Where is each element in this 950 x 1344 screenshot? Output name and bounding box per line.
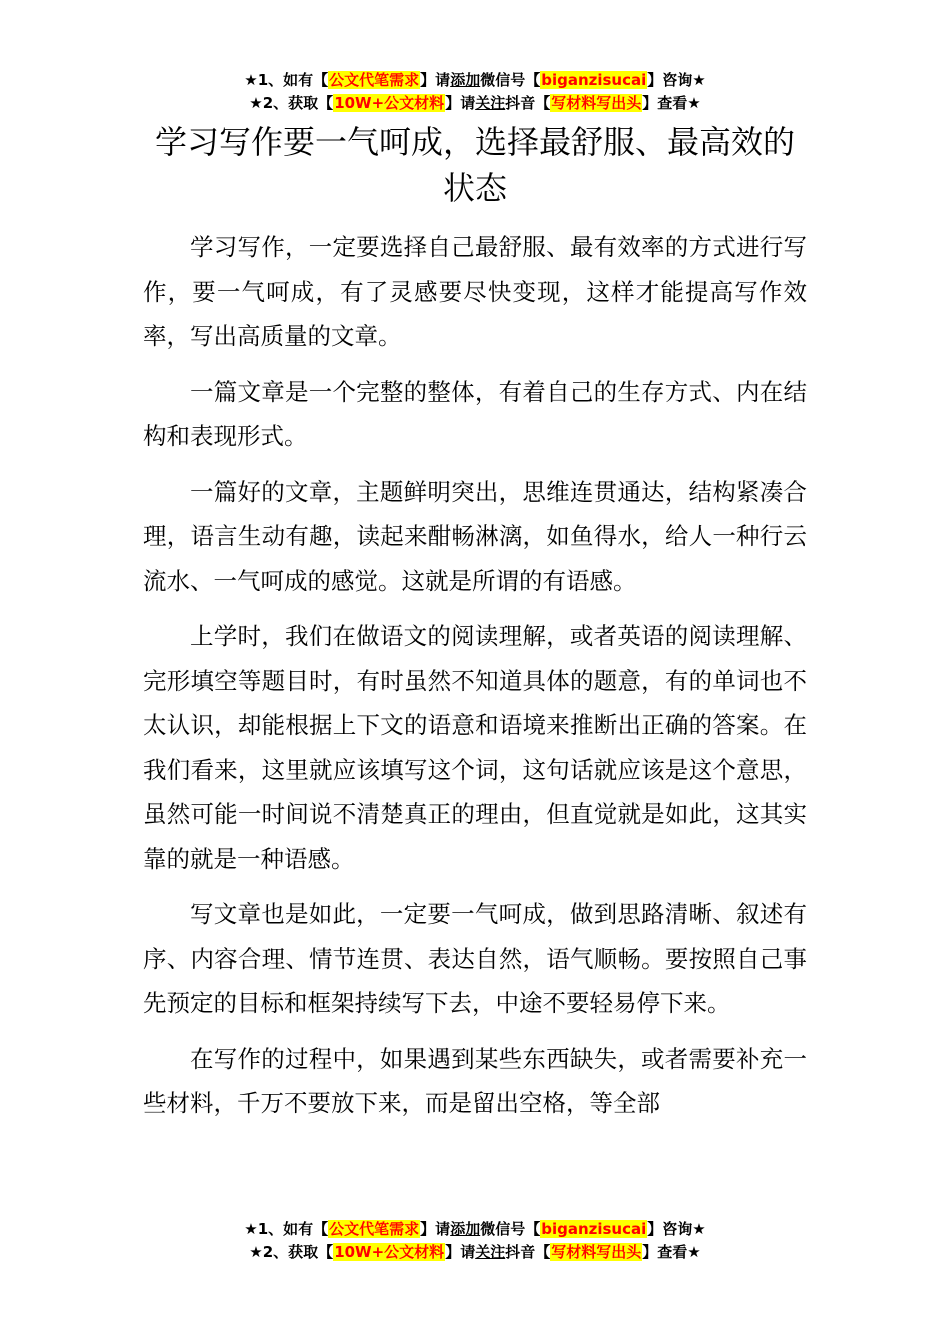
- promo-douyin-account: 写材料写出头: [551, 1243, 642, 1261]
- document-title: 学习写作要一气呵成，选择最舒服、最高效的状态: [154, 123, 795, 207]
- promo-text: 抖音【: [505, 94, 551, 112]
- promo-text: ★1、如有【: [244, 71, 329, 89]
- footer-promo-line-2: [0, 1241, 950, 1264]
- promo-highlight: 10W+公文材料: [334, 94, 445, 112]
- promo-text: 】查看★: [642, 1243, 701, 1261]
- promo-highlight: 公文代笔需求: [329, 1220, 420, 1238]
- promo-text: 】请: [445, 94, 476, 112]
- header-promo-line-1: [0, 69, 950, 92]
- paragraph: 在写作的过程中，如果遇到某些东西缺失，或者需要补充一些材料，千万不要放下来，而是留出空格，等全部: [143, 1044, 807, 1117]
- paragraph: 一篇好的文章，主题鲜明突出，思维连贯通达，结构紧凑合理，语言生动有趣，读起来酣畅淋漓，如鱼得水，给人一种行云流水、一气呵成的感觉。这就是所谓的有语感。: [143, 477, 807, 595]
- paragraph: 学习写作，一定要选择自己最舒服、最有效率的方式进行写作，要一气呵成，有了灵感要尽快变现，这样才能提高写作效率，写出高质量的文章。: [143, 233, 807, 350]
- promo-text: 】请: [445, 1243, 476, 1261]
- footer-promo-line-1: [0, 1218, 950, 1241]
- paragraph: 一篇文章是一个完整的整体，有着自己的生存方式、内在结构和表现形式。: [143, 377, 807, 450]
- promo-text: 微信号【: [480, 71, 541, 89]
- promo-highlight: 10W+公文材料: [334, 1243, 445, 1261]
- promo-text: 抖音【: [505, 1243, 551, 1261]
- promo-wechat-id: biganzisucai: [541, 1220, 647, 1238]
- paragraph: 上学时，我们在做语文的阅读理解，或者英语的阅读理解、完形填空等题目时，有时虽然不知道具体的题意，有的单词也不太认识，却能根据上下文的语意和语境来推断出正确的答案。在我们看来，这里就应该填写这个词，这句话就应该是这个意思，虽然可能一时间说不清楚真正的理由，但直觉就是如此，这其实靠的就是一种语感。: [143, 622, 807, 873]
- promo-text: 】查看★: [642, 94, 701, 112]
- promo-underlined-text: 关注: [475, 1243, 506, 1261]
- paragraph: 写文章也是如此，一定要一气呵成，做到思路清晰、叙述有序、内容合理、情节连贯、表达自然，语气顺畅。要按照自己事先预定的目标和框架持续写下去，中途不要轻易停下来。: [143, 900, 807, 1017]
- header-promo-line-2: [0, 92, 950, 115]
- promo-highlight: 公文代笔需求: [329, 71, 420, 89]
- promo-text: 】请: [420, 71, 451, 89]
- promo-text: ★1、如有【: [244, 1220, 329, 1238]
- document-body: [143, 225, 807, 1137]
- promo-text: 】请: [420, 1220, 451, 1238]
- header-promo: [0, 69, 950, 115]
- promo-text: 微信号【: [480, 1220, 541, 1238]
- promo-text: ★2、获取【: [249, 1243, 334, 1261]
- promo-text: ★2、获取【: [249, 94, 334, 112]
- promo-wechat-id: biganzisucai: [541, 71, 647, 89]
- promo-text: 】咨询★: [647, 71, 706, 89]
- footer-promo: [0, 1218, 950, 1264]
- promo-underlined-text: 添加: [450, 1220, 481, 1238]
- promo-text: 】咨询★: [647, 1220, 706, 1238]
- promo-underlined-text: 添加: [450, 71, 481, 89]
- promo-underlined-text: 关注: [475, 94, 506, 112]
- promo-douyin-account: 写材料写出头: [551, 94, 642, 112]
